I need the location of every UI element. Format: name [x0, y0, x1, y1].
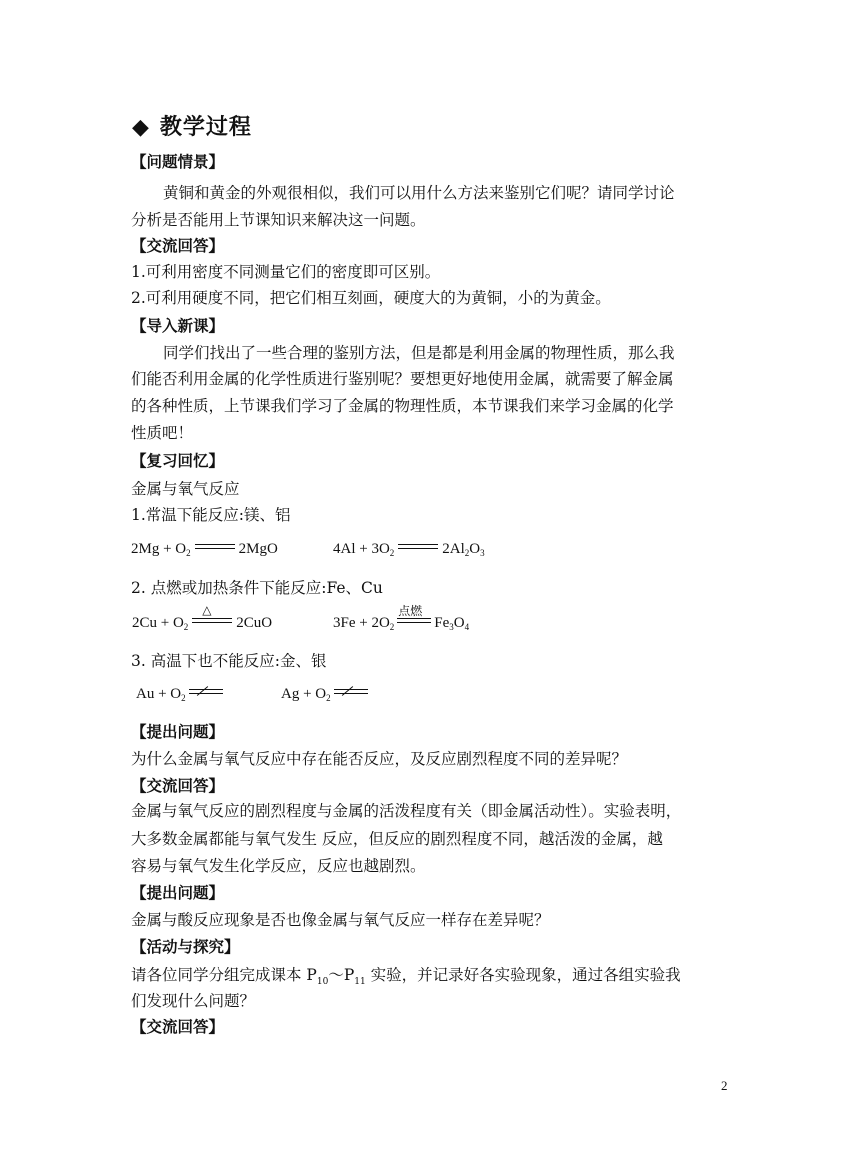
heading-introduction: 【导入新课】 [131, 317, 225, 335]
heading-review: 【复习回忆】 [131, 452, 225, 470]
equals-arrow [394, 604, 434, 623]
equation-al: $4Al + 3O_2$ $2Al_2O_3$ [333, 541, 485, 558]
answer-line: 2.可利用硬度不同，把它们相互刻画，硬度大的为黄铜，小的为黄金。 [131, 289, 611, 307]
heading-problem-scenario: 【问题情景】 [131, 153, 225, 171]
heading-discussion: 【交流回答】 [131, 1018, 225, 1036]
ignite-condition: 点燃 [398, 604, 423, 618]
slash-mark [196, 686, 207, 696]
equation-cu: $2Cu + O_2$ △ 2CuO [132, 603, 273, 632]
section-title [132, 110, 252, 141]
paragraph-line: 容易与氧气发生化学反应，反应也越剧烈。 [131, 857, 426, 875]
equals-arrow [188, 603, 236, 623]
review-line: 1.常温下能反应:镁、铝 [131, 506, 291, 524]
paragraph-line: 分析是否能用上节课知识来解决这一问题。 [131, 211, 426, 229]
paragraph-line: 同学们找出了一些合理的鉴别方法，但是都是利用金属的物理性质，那么我 [163, 344, 675, 362]
no-reaction-arrow [331, 689, 371, 694]
heading-discussion: 【交流回答】 [131, 777, 225, 795]
heat-condition: △ [202, 603, 212, 617]
section-title-text: 教学过程 [159, 115, 252, 140]
diamond-bullet-icon: ◆ [132, 115, 150, 140]
heading-activity: 【活动与探究】 [131, 938, 240, 956]
paragraph-line: 们发现什么问题？ [131, 992, 256, 1010]
paragraph-line: 的各种性质，上节课我们学习了金属的物理性质，本节课我们来学习金属的化学 [131, 397, 674, 415]
paragraph-line: 性质吧！ [131, 424, 194, 442]
equation-mg: $2Mg + O_2$ 2MgO [131, 541, 278, 558]
equation-ag: $Ag + O_2$ [281, 686, 371, 703]
paragraph-line: 大多数金属都能与氧气发生 反应，但反应的剧烈程度不同，越活泼的金属，越 [131, 830, 663, 848]
no-reaction-arrow [186, 689, 226, 694]
equals-arrow [394, 544, 442, 549]
paragraph-line: 金属与氧气反应的剧烈程度与金属的活泼程度有关（即金属活动性）。实验表明， [131, 802, 682, 820]
review-line: 金属与氧气反应 [131, 480, 240, 498]
question-line: 金属与酸反应现象是否也像金属与氧气反应一样存在差异呢？ [131, 911, 550, 929]
slash-mark [341, 686, 352, 696]
paragraph-line: 请各位同学分组完成课本 $P_{10}\sim P_{11}$ 实验，并记录好各实验现象，通过各组实验我 [131, 966, 681, 988]
answer-line: 1.可利用密度不同测量它们的密度即可区别。 [131, 263, 441, 281]
review-line: 2. 点燃或加热条件下能反应:Fe、Cu [131, 579, 383, 597]
equals-arrow [191, 544, 239, 549]
paragraph-line: 黄铜和黄金的外观很相似，我们可以用什么方法来鉴别它们呢？请同学讨论 [163, 184, 675, 202]
equation-au: $Au + O_2$ [136, 686, 226, 703]
page-number: 2 [721, 1078, 728, 1093]
heading-raise-question: 【提出问题】 [131, 884, 225, 902]
review-line: 3. 高温下也不能反应:金、银 [131, 652, 327, 670]
equation-fe: $3Fe + 2O_2$ 点燃 $Fe_3O_4$ [333, 604, 470, 632]
heading-discussion: 【交流回答】 [131, 237, 225, 255]
paragraph-line: 们能否利用金属的化学性质进行鉴别呢？要想更好地使用金属，就需要了解金属 [131, 370, 674, 388]
heading-raise-question: 【提出问题】 [131, 723, 225, 741]
question-line: 为什么金属与氧气反应中存在能否反应，及反应剧烈程度不同的差异呢？ [131, 750, 628, 768]
